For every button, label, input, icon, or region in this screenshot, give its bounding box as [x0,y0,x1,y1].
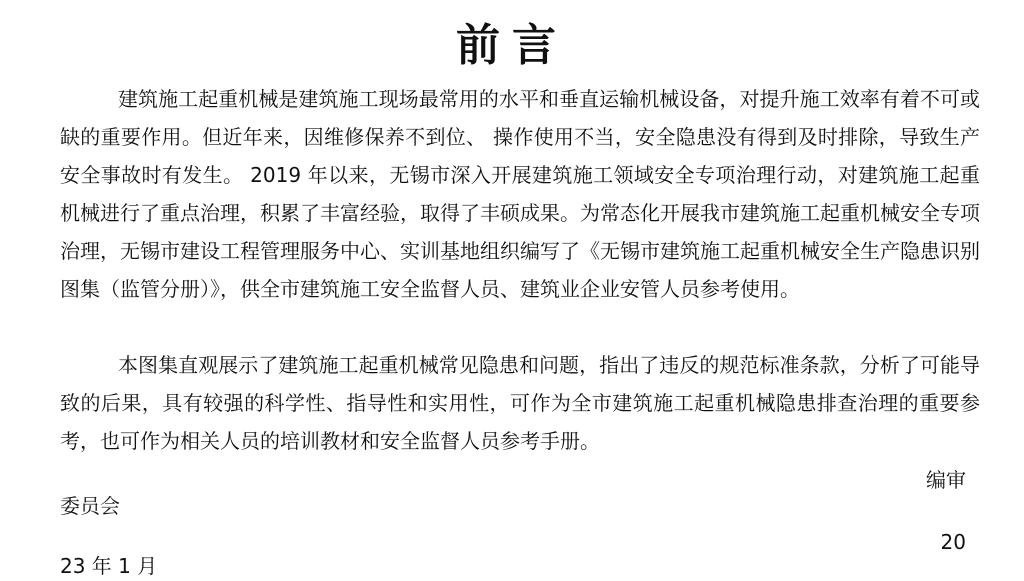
signature-line-2: 委员会 [60,494,120,518]
date-line-1: 20 [940,530,966,554]
preface-paragraph-1: 建筑施工起重机械是建筑施工现场最常用的水平和垂直运输机械设备，对提升施工效率有着不可或缺的重要作用。但近年来，因维修保养不到位、 操作使用不当，安全隐患没有得到及时排除，导致生产安全事故时有发生。 2019 年以来，无锡市深入开展建筑施工领域安全专项治理行动，对建筑施工起重机械进行了重点治理，积累了丰富经验，取得了丰硕成果。为常态化开展我市建筑施工起重机械安全专项治理，无锡市建设工程管理服务中心、实训基地组织编写了《无锡市建筑施工起重机械安全生产隐患识别图集（监管分册）》，供全市建筑施工安全监督人员、建筑业企业安管人员参考使用。 [60,87,980,301]
preface-paragraph-2: 本图集直观展示了建筑施工起重机械常见隐患和问题，指出了违反的规范标准条款，分析了可能导致的后果，具有较强的科学性、指导性和实用性，可作为全市建筑施工起重机械隐患排查治理的重要参考，也可作为相关人员的培训教材和安全监督人员参考手册。 [60,353,980,453]
page-title: 前言 [456,20,568,71]
signature-line-1: 编审 [926,468,966,492]
date-line-2: 23 年 1 月 [60,554,158,578]
